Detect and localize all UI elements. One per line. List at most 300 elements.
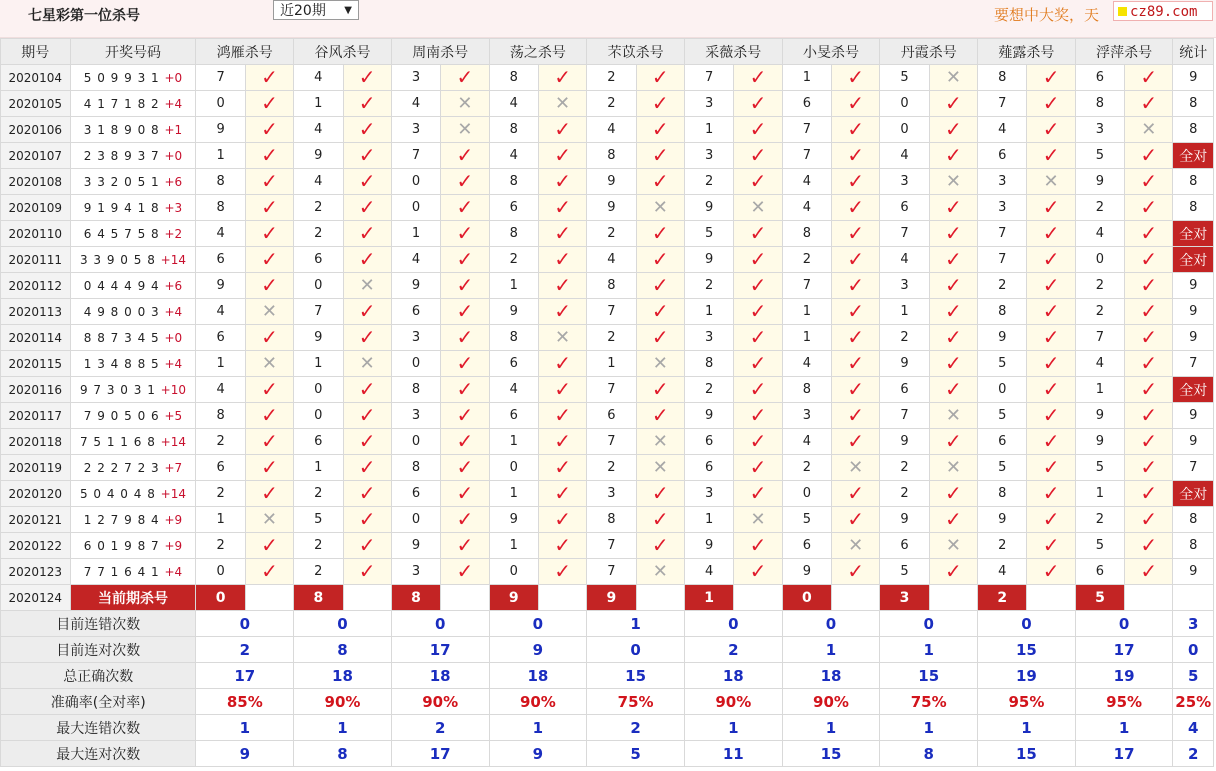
kill-number-cell: 6 [978,143,1027,169]
table-row [1,221,1214,247]
check-icon: ✓ [945,221,962,245]
result-cell [343,221,391,247]
result-cell [832,65,880,91]
stat-cell: 9 [1173,429,1214,455]
kill-number-cell: 3 [391,559,440,585]
result-cell [538,91,586,117]
draw-numbers-cell [70,117,196,143]
summary-value: 90% [782,689,880,715]
column-header: 统计 [1173,39,1214,65]
kill-number-cell: 4 [294,117,343,143]
result-cell [636,91,684,117]
check-icon: ✓ [358,403,376,427]
check-icon: ✓ [651,169,669,193]
result-cell [245,143,293,169]
period-cell: 2020117 [1,403,71,429]
result-cell [734,299,782,325]
draw-bonus: +14 [160,434,186,449]
kill-number-cell: 2 [1075,273,1124,299]
result-cell [832,221,880,247]
stat-cell: 8 [1173,195,1214,221]
result-cell [245,429,293,455]
result-cell [343,169,391,195]
cross-icon: ✕ [555,326,571,348]
table-row [1,429,1214,455]
kill-number-cell: 1 [489,533,538,559]
result-cell [929,221,977,247]
result-cell [929,247,977,273]
draw-numbers-cell [70,299,196,325]
period-cell: 2020111 [1,247,71,273]
result-cell [832,351,880,377]
summary-value: 1 [196,715,294,741]
kill-number-cell: 9 [880,351,929,377]
summary-label: 总正确次数 [1,663,196,689]
kill-number-cell: 9 [880,507,929,533]
kill-number-cell: 2 [196,481,245,507]
kill-number-cell: 8 [587,273,636,299]
result-cell [245,351,293,377]
result-cell [1125,247,1173,273]
check-icon: ✓ [1042,507,1060,531]
cross-icon: ✕ [261,352,278,374]
check-icon: ✓ [456,533,474,557]
result-cell [734,377,782,403]
kill-number-cell: 2 [196,533,245,559]
current-kill-number: 0 [782,585,831,611]
kill-number-cell: 9 [489,299,538,325]
check-icon: ✓ [261,533,278,557]
result-cell [441,429,489,455]
kill-number-cell: 1 [1075,377,1124,403]
result-cell [1027,169,1075,195]
kill-number-cell: 6 [880,533,929,559]
kill-number-cell: 8 [489,65,538,91]
summary-value: 0 [587,637,685,663]
result-cell [1027,351,1075,377]
check-icon: ✓ [847,377,865,401]
result-cell [636,325,684,351]
logo-text: cz89.com [1130,4,1198,20]
check-icon: ✓ [456,481,474,505]
result-cell [1027,273,1075,299]
check-icon: ✓ [749,429,767,453]
result-cell [343,117,391,143]
kill-number-cell: 0 [391,169,440,195]
result-cell [441,117,489,143]
kill-number-cell: 9 [294,143,343,169]
summary-value: 15 [782,741,880,767]
stat-cell: 7 [1173,351,1214,377]
cross-icon: ✕ [750,508,766,530]
check-icon: ✓ [945,377,962,401]
kill-number-cell: 8 [978,481,1027,507]
kill-number-cell: 2 [196,429,245,455]
current-kill-number: 9 [587,585,636,611]
table-row [1,377,1214,403]
kill-number-cell: 7 [587,559,636,585]
check-icon: ✓ [554,429,571,453]
kill-number-cell: 1 [294,455,343,481]
result-cell [832,507,880,533]
result-cell [538,533,586,559]
summary-row [1,715,1214,741]
period-cell: 2020116 [1,377,71,403]
page-title: 七星彩第一位杀号 [28,8,140,24]
check-icon: ✓ [651,273,669,297]
result-cell [343,325,391,351]
kill-number-cell: 2 [1075,507,1124,533]
kill-number-cell: 2 [684,169,733,195]
kill-number-cell: 7 [782,117,831,143]
draw-digits: 9 1 9 4 1 8 [83,200,160,215]
result-cell [245,559,293,585]
check-icon: ✓ [358,377,376,401]
check-icon: ✓ [847,117,865,141]
check-icon: ✓ [651,299,669,323]
period-range-value: 近20期 [280,3,326,19]
summary-value: 15 [587,663,685,689]
kill-number-cell: 3 [978,169,1027,195]
check-icon: ✓ [554,273,571,297]
check-icon: ✓ [749,481,767,505]
cross-icon: ✕ [750,196,766,218]
check-icon: ✓ [456,143,474,167]
result-cell [929,429,977,455]
check-icon: ✓ [847,91,865,115]
result-cell [832,481,880,507]
kill-number-cell: 2 [880,325,929,351]
table-row [1,507,1214,533]
check-icon: ✓ [945,351,962,375]
kill-number-cell: 8 [489,221,538,247]
draw-bonus: +1 [164,122,183,137]
kill-number-cell: 8 [489,117,538,143]
kill-number-cell: 9 [978,325,1027,351]
result-cell [734,403,782,429]
summary-value: 0 [391,611,489,637]
check-icon: ✓ [554,117,571,141]
cross-icon: ✕ [652,560,668,582]
draw-bonus: +7 [164,460,183,475]
draw-digits: 2 3 8 9 3 7 [83,148,160,163]
kill-number-cell: 2 [782,455,831,481]
result-cell [1125,455,1173,481]
check-icon: ✓ [1140,481,1158,505]
check-icon: ✓ [1042,221,1060,245]
summary-value: 1 [978,715,1076,741]
kill-number-cell: 8 [489,169,538,195]
draw-numbers-cell [70,455,196,481]
kill-number-cell: 9 [489,507,538,533]
result-cell [1027,221,1075,247]
draw-digits: 3 3 2 0 5 1 [83,174,160,189]
summary-value: 9 [489,637,587,663]
draw-numbers-cell [70,195,196,221]
check-icon: ✓ [456,559,474,583]
summary-value: 9 [196,741,294,767]
result-cell [636,507,684,533]
result-cell [1125,169,1173,195]
result-cell [1027,65,1075,91]
check-icon: ✓ [261,481,278,505]
kill-number-cell: 2 [684,273,733,299]
current-period-row [1,585,1214,611]
summary-label: 最大连错次数 [1,715,196,741]
result-cell [1027,455,1075,481]
kill-number-cell: 1 [196,507,245,533]
result-cell [343,91,391,117]
result-cell [343,455,391,481]
draw-numbers-cell [70,325,196,351]
result-cell [245,481,293,507]
check-icon: ✓ [456,169,474,193]
check-icon: ✓ [456,299,474,323]
check-icon: ✓ [749,273,767,297]
check-icon: ✓ [456,247,474,271]
cross-icon: ✕ [848,456,864,478]
empty-cell [538,585,586,611]
draw-numbers-cell [70,533,196,559]
draw-digits: 7 9 0 5 0 6 [83,408,160,423]
result-cell [538,403,586,429]
summary-value: 0 [782,611,880,637]
summary-value: 15 [880,663,978,689]
kill-number-cell: 2 [1075,299,1124,325]
cross-icon: ✕ [1043,170,1059,192]
result-cell [636,533,684,559]
result-cell [1027,299,1075,325]
result-cell [929,299,977,325]
kill-number-cell: 4 [1075,221,1124,247]
result-cell [441,299,489,325]
check-icon: ✓ [1140,169,1158,193]
result-cell [441,455,489,481]
kill-number-cell: 8 [1075,91,1124,117]
check-icon: ✓ [554,507,571,531]
summary-value: 3 [1173,611,1214,637]
check-icon: ✓ [261,117,278,141]
result-cell [1125,195,1173,221]
check-icon: ✓ [651,403,669,427]
result-cell [538,325,586,351]
draw-bonus: +14 [160,252,186,267]
kill-number-cell: 2 [782,247,831,273]
kill-number-cell: 6 [294,247,343,273]
result-cell [1027,325,1075,351]
summary-value: 0 [294,611,392,637]
table-row [1,195,1214,221]
check-icon: ✓ [749,325,767,349]
draw-numbers-cell [70,273,196,299]
result-cell [1027,117,1075,143]
check-icon: ✓ [1042,91,1060,115]
result-cell [734,559,782,585]
result-cell [441,169,489,195]
result-cell [1027,429,1075,455]
kill-number-cell: 8 [391,377,440,403]
result-cell [929,507,977,533]
table-row [1,559,1214,585]
draw-bonus: +4 [164,356,183,371]
table-row [1,403,1214,429]
result-cell [734,195,782,221]
kill-number-cell: 6 [489,403,538,429]
result-cell [245,65,293,91]
kill-number-cell: 2 [294,559,343,585]
kill-number-cell: 4 [978,559,1027,585]
check-icon: ✓ [456,273,474,297]
period-range-select[interactable] [273,0,359,20]
check-icon: ✓ [261,169,278,193]
kill-number-cell: 1 [684,299,733,325]
summary-value: 18 [782,663,880,689]
kill-number-cell: 7 [978,247,1027,273]
column-header: 小旻杀号 [782,39,880,65]
draw-digits: 5 0 4 0 4 8 [79,486,156,501]
check-icon: ✓ [847,143,865,167]
result-cell [1125,507,1173,533]
kill-number-cell: 0 [391,507,440,533]
kill-number-cell: 0 [294,403,343,429]
summary-value: 17 [1075,741,1173,767]
table-row [1,91,1214,117]
empty-cell [1173,585,1214,611]
kill-number-cell: 8 [587,143,636,169]
cross-icon: ✕ [848,534,864,556]
summary-value: 0 [489,611,587,637]
kill-number-cell: 1 [1075,481,1124,507]
kill-number-cell: 4 [782,169,831,195]
draw-bonus: +0 [164,330,183,345]
result-cell [929,377,977,403]
result-cell [929,273,977,299]
check-icon: ✓ [1042,429,1060,453]
stat-cell: 全对 [1173,143,1214,169]
result-cell [1125,117,1173,143]
result-cell [343,247,391,273]
kill-number-cell: 9 [587,169,636,195]
summary-row [1,611,1214,637]
check-icon: ✓ [554,559,571,583]
result-cell [929,533,977,559]
kill-number-cell: 9 [1075,403,1124,429]
kill-number-cell: 4 [196,377,245,403]
kill-number-cell: 6 [782,533,831,559]
check-icon: ✓ [651,533,669,557]
summary-value: 0 [196,611,294,637]
kill-number-cell: 3 [1075,117,1124,143]
check-icon: ✓ [847,351,865,375]
kill-number-cell: 2 [489,247,538,273]
check-icon: ✓ [945,507,962,531]
kill-number-cell: 3 [391,65,440,91]
check-icon: ✓ [1140,559,1158,583]
kill-number-cell: 2 [978,533,1027,559]
check-icon: ✓ [749,65,767,89]
draw-numbers-cell [70,559,196,585]
result-cell [929,559,977,585]
result-cell [636,221,684,247]
summary-value: 75% [880,689,978,715]
check-icon: ✓ [749,559,767,583]
kill-number-cell: 7 [587,533,636,559]
check-icon: ✓ [1042,455,1060,479]
summary-row [1,637,1214,663]
column-header: 期号 [1,39,71,65]
result-cell [1027,533,1075,559]
kill-number-cell: 6 [196,247,245,273]
period-cell: 2020118 [1,429,71,455]
kill-number-cell: 6 [489,351,538,377]
summary-value: 11 [684,741,782,767]
check-icon: ✓ [1042,481,1060,505]
result-cell [832,455,880,481]
check-icon: ✓ [1140,377,1158,401]
result-cell [929,65,977,91]
period-cell: 2020109 [1,195,71,221]
current-kill-number: 0 [196,585,245,611]
kill-number-cell: 6 [1075,65,1124,91]
check-icon: ✓ [1042,533,1060,557]
stat-cell: 9 [1173,65,1214,91]
check-icon: ✓ [456,221,474,245]
kill-number-cell: 1 [782,299,831,325]
result-cell [1125,403,1173,429]
check-icon: ✓ [456,377,474,401]
result-cell [343,559,391,585]
summary-value: 0 [880,611,978,637]
check-icon: ✓ [554,143,571,167]
kill-number-cell: 1 [196,351,245,377]
site-logo[interactable] [1113,1,1213,21]
check-icon: ✓ [261,403,278,427]
check-icon: ✓ [358,299,376,323]
check-icon: ✓ [358,169,376,193]
table-row [1,481,1214,507]
result-cell [441,221,489,247]
check-icon: ✓ [1140,247,1158,271]
column-header: 浮萍杀号 [1075,39,1173,65]
result-cell [929,91,977,117]
check-icon: ✓ [1140,299,1158,323]
draw-digits: 6 0 1 9 8 7 [83,538,160,553]
kill-number-cell: 9 [1075,429,1124,455]
period-cell: 2020119 [1,455,71,481]
draw-digits: 2 2 2 7 2 3 [83,460,160,475]
kill-number-cell: 1 [294,351,343,377]
result-cell [441,377,489,403]
period-cell: 2020114 [1,325,71,351]
check-icon: ✓ [651,117,669,141]
kill-number-cell: 6 [978,429,1027,455]
result-cell [245,299,293,325]
check-icon: ✓ [749,91,767,115]
result-cell [734,91,782,117]
summary-value: 18 [489,663,587,689]
kill-number-cell: 4 [782,429,831,455]
current-kill-number: 8 [391,585,440,611]
summary-value: 15 [978,637,1076,663]
check-icon: ✓ [1140,429,1158,453]
kill-number-cell: 8 [978,299,1027,325]
kill-number-cell: 6 [294,429,343,455]
summary-label: 最大连对次数 [1,741,196,767]
table-row [1,65,1214,91]
kill-number-cell: 8 [196,195,245,221]
kill-number-cell: 2 [587,455,636,481]
summary-value: 18 [294,663,392,689]
